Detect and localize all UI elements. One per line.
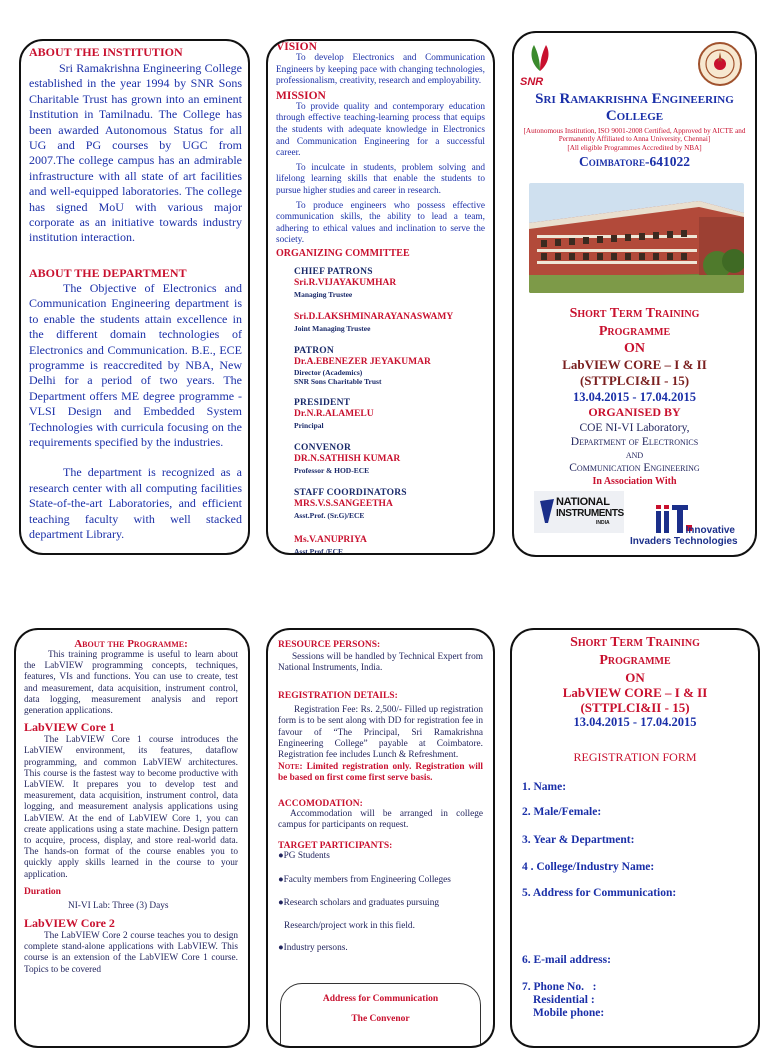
list-item: ●Research scholars and graduates pursuing [278,898,440,909]
college-city: Coimbatore-641022 [579,154,690,170]
programme-title-line2: Programme [598,324,671,339]
list-item: ●PG Students [278,851,330,862]
note-label: Note: [278,761,303,772]
ni-logo-text-3: INDIA [596,520,610,526]
president-label: PRESIDENT [294,397,351,408]
snr-logo [520,43,560,87]
year-department-field[interactable]: 3. Year & Department: [522,834,635,846]
department-heading: ABOUT THE DEPARTMENT [29,265,187,280]
accreditation-text: [Autonomous Institution, ISO 9001-2008 Certified, Approved by AICTE and Permanently Affiliated to Anna University, Chennai] [523,127,746,144]
target-participants-heading: TARGET PARTICIPANTS: [278,841,393,852]
organiser-and: and [625,449,644,461]
committee-list [276,267,485,555]
mission-heading: MISSION [276,89,326,102]
name-field[interactable]: 1. Name: [522,781,567,793]
campus-building-image [529,183,744,293]
chief-patron-name: Sri.D.LAKSHMINARAYANASWAMY [294,311,454,322]
patron-label: PATRON [294,345,334,356]
core2-text: The LabVIEW Core 2 course teaches you to design complete stand-alone applications with LabVIEW. This course is an extension of the LabVIEW Core 1 course. Topics to be covered [24,931,238,975]
iit-name-line1: Innovative [685,525,735,536]
staff-coordinator-name: MRS.V.S.SANGEETHA [294,498,393,509]
president-name: Dr.N.R.ALAMELU [294,408,374,419]
form-programme-title-line2: Programme [599,653,671,668]
chief-patron-name: Sri.R.VIJAYAKUMHAR [294,277,397,288]
nba-accreditation: [All eligible Programmes Accredited by NBA] [567,143,702,152]
phone-field[interactable]: 7. Phone No. : [522,981,597,993]
college-industry-field[interactable]: 4 . College/Industry Name: [522,861,655,873]
mission-item: To produce engineers who possess effective communication skills, the ability to lead a team, adhering to ethical values and inclination to serve the society. [276,200,485,246]
form-course-code: (STTPLCI&II - 15) [580,700,690,715]
target-participants-list [278,851,483,954]
address-heading: Address for Communication [322,994,439,1004]
accommodation-heading: ACCOMODATION: [278,798,363,809]
programme-intro: This training programme is useful to learn about the LabVIEW programming concepts, techniques, features, VIs and functions. You can use to create, test and measurement, data acquisition, instrument control, data logging, measurement analysis and report generation applications. [24,650,238,717]
department-research-text: The department is recognized as a research center with all computing facilities State-of-the-art Laboratories, and efficient teaching faculty with well stacked department Library. [29,465,242,541]
college-name: Sri Ramakrishna Engineering [535,91,734,107]
registration-details-panel [266,628,495,1048]
note-text: Limited registration only. Registration will be based on first come first serve basis. [278,761,483,784]
form-on: ON [625,670,645,685]
core2-heading: LabVIEW Core 2 [24,916,115,931]
institution-heading: ABOUT THE INSTITUTION [29,45,183,59]
committee-heading: ORGANIZING COMMITTEE [276,247,410,259]
staff-coordinator-designation: Asst.Prof. (Sr.G)/ECE [294,510,365,520]
president-designation: Principal [294,420,324,430]
college-name-line2: College [605,108,664,124]
national-instruments-logo [534,491,624,533]
core1-text: The LabVIEW Core 1 course introduces the LabVIEW environment, its features, dataflow programming, and common LabVIEW architectures. This course is the fastest way to become productive with LabVIEW. It prepares you to develop test and measurement, data acquisition, instrument control, data logging, and measurement analysis applications using LabVIEW. At the end of LabVIEW Core 1, you can create applications using a state machine. Design pattern to acquire, process, display, and store real-world data. The hands-on format of the course enables you to quickly apply skills learned in the course to your application. [24,735,238,880]
duration-label: Duration [24,886,61,897]
registration-text: Registration Fee: Rs. 2,500/- Filled up registration form is to be sent along with DD for registration fee in favour of “The Principal, Sri Ramakrishna Engineering College” payable at Coimbatore. Registration fee includes Lunch & Refreshment. [278,704,483,761]
college-seal [697,41,743,87]
staff-coordinator-name: Ms.V.ANUPRIYA [294,534,367,545]
patron-name: Dr.A.EBENEZER JEYAKUMAR [294,356,431,367]
registration-heading: REGISTRATION DETAILS: [278,690,398,701]
course-dates: 13.04.2015 - 17.04.2015 [573,390,696,404]
registration-note [278,762,483,785]
vision-text: To develop Electronics and Communication Engineers by keeping pace with changing technologies, professionalism, creativity, research and employability. [276,53,485,87]
address-convenor: The Convenor [351,1014,410,1024]
registration-form-title: REGISTRATION FORM [573,750,697,764]
chief-patrons-label: CHIEF PATRONS [294,266,373,277]
organiser-department: Department of Electronics [570,436,699,448]
about-institution-panel [19,39,250,555]
cover-panel [512,31,757,557]
duration-text: NI-VI Lab: Three (3) Days [68,900,169,911]
accommodation-text: Accommodation will be arranged in college campus for participants on request. [278,808,483,831]
ni-eagle-icon [538,497,556,525]
patron-trust: SNR Sons Charitable Trust [294,376,382,386]
resource-persons-text: Sessions will be handled by Technical Expert from National Instruments, India. [278,652,483,674]
college-seal-icon [697,41,743,87]
organised-by: ORGANISED BY [588,405,681,419]
core1-heading: LabVIEW Core 1 [24,720,115,735]
list-item: ●Faculty members from Engineering Colleges [278,874,451,885]
programme-title: Short Term Training [569,306,700,321]
about-programme-panel [14,628,250,1048]
gender-field[interactable]: 2. Male/Female: [522,806,602,818]
patron-designation: Director (Academics) [294,367,363,377]
list-item: ●Industry persons. [278,943,348,954]
ni-logo-text-1: NATIONAL [556,496,610,508]
vision-heading: VISION [276,41,317,53]
email-field[interactable]: 6. E-mail address: [522,954,611,966]
staff-coordinators-label: STAFF COORDINATORS [294,487,407,498]
vision-mission-panel [266,39,495,555]
organiser-department-line2: Communication Engineering [569,462,700,474]
snr-leaf-icon [520,43,560,73]
programme-on: ON [624,341,645,356]
form-course-dates: 13.04.2015 - 17.04.2015 [573,715,697,729]
registration-form-panel [510,628,760,1048]
chief-patron-designation: Managing Trustee [294,289,353,299]
iit-name [686,525,735,536]
convenor-designation: Professor & HOD-ECE [294,465,370,475]
address-field[interactable]: 5. Address for Communication: [522,887,677,899]
course-code: (STTPLCI&II - 15) [579,373,690,388]
programme-heading: About the Programme: [74,638,188,650]
address-box [280,983,481,1048]
snr-logo-text: SNR [520,76,544,88]
convenor-label: CONVENOR [294,442,352,453]
ni-logo-text-2: INSTRUMENTS [556,508,624,519]
resource-persons-heading: RESOURCE PERSONS: [278,640,381,650]
department-text: The Objective of Electronics and Communication Engineering department is to enable the students attain excellence in the different domain technologies of Electronics and Communication. B.E., ECE programme is reaccredited by NBA, New Delhi for a period of two years. The Department offers ME degree programme - VLSI Design and Embedded System Technologies with curricula focusing on the requirements specified by the industries. [29,280,242,449]
convenor-name: DR.N.SATHISH KUMAR [294,453,401,464]
chief-patron-designation: Joint Managing Trustee [294,323,371,333]
association-label: In Association With [592,476,677,487]
mobile-phone-field[interactable]: Mobile phone: [533,1007,605,1019]
organiser-lab: COE NI-VI Laboratory, [579,422,690,434]
mission-item: To provide quality and contemporary education through effective teaching-learning process that equips the students with adequate knowledge in Electronics and Communication Engineering for a successful career. [276,101,485,159]
institution-text: Sri Ramakrishna Engineering College established in the year 1994 by SNR Sons Charitable Trust has grown into an eminent Institution in Tamilnadu. The College has been awarded Autonomous Status for all UG and PG courses by UGC from 2007.The college campus has an admirable infrastructure with all state of art facilities and well-equipped laboratories. The college has signed MoU with various major corporate as an initiative towards industry institution interaction. [29,61,242,245]
residential-phone-field[interactable]: Residential : [533,994,595,1006]
campus-photo [529,183,744,293]
iit-name-line2: Invaders Technologies [630,536,738,547]
form-course-title: LabVIEW CORE – I & II [562,685,708,700]
staff-coordinator-designation: Asst.Prof./ECE [294,546,344,555]
form-programme-title: Short Term Training [570,635,700,650]
course-title: LabVIEW CORE – I & II [562,357,707,372]
list-item: Research/project work in this field. [284,920,415,931]
mission-item: To inculcate in students, problem solving and lifelong learning skills that enable the students to pursue higher studies and career in research. [276,162,485,196]
